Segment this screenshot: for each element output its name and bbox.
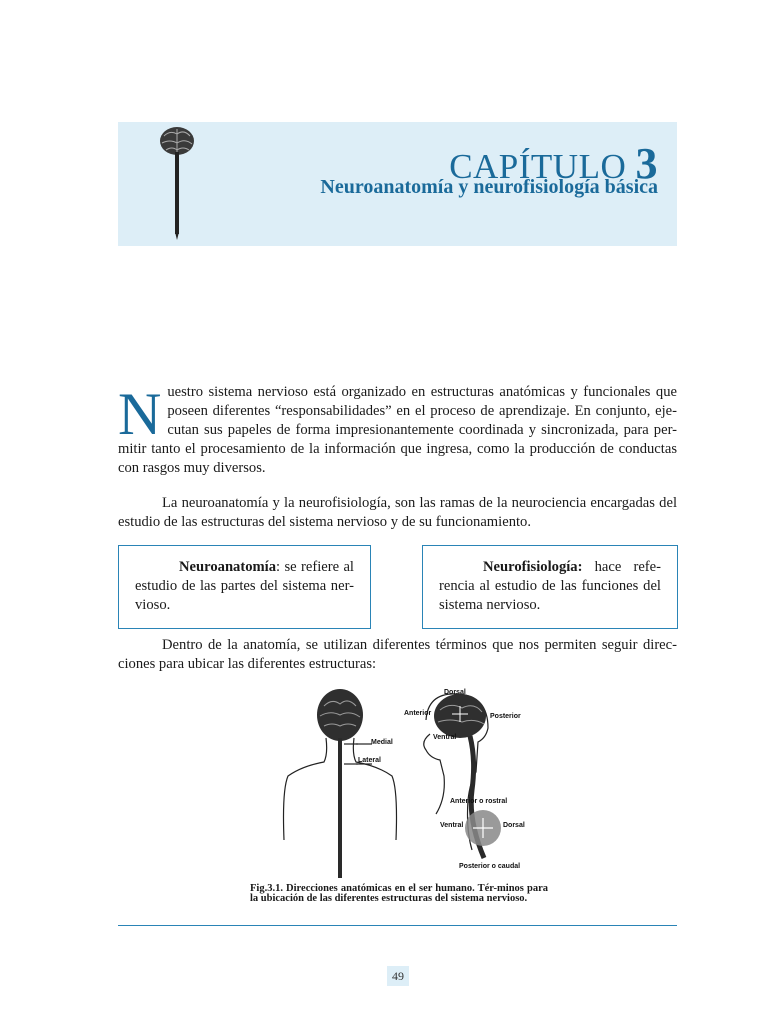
anatomical-directions-figure [240,680,556,880]
body-paragraph-branches: La neuroanatomía y la neurofisiología, son las ramas de la neurociencia encargadas del estudio de las estructuras del sistema nervioso y de su funcionamiento. [118,495,677,530]
chapter-label: CAPÍTULO [449,147,627,186]
intro-paragraph [118,383,677,478]
intro-text: uestro sistema nervioso está organizado en estructuras anatómicas y funcionales que poseen diferentes “responsabilidades” en el proceso de aprendizaje. En conjunto, eje-cutan sus papeles de forma impresionantemente coordinada y sincronizada, para per-mitir tanto el procesamiento de la información que ingresa, como la producción de conductas con rasgos muy diversos. [118,384,677,476]
definition-term: Neurofisiología: [483,559,583,575]
footer-divider [118,925,677,926]
definition-box-neurophysiology [422,545,678,629]
label-lateral: Lateral [358,757,381,764]
brain-spinal-cord-icon [156,124,198,244]
label-anterior-rostral: Anterior o rostral [450,798,508,805]
chapter-number: 3 [635,139,658,188]
label-dorsal-bottom: Dorsal [503,822,525,829]
definition-text: : se refiere al estudio de las partes del sistema ner-vioso. [135,559,354,613]
label-ventral-top: Ventral [433,734,457,741]
page-number: 49 [387,966,409,986]
label-posterior-caudal: Posterior o caudal [459,863,521,870]
label-posterior: Posterior [490,713,521,720]
definition-text: hace refe-rencia al estudio de las funciones del sistema nervioso. [439,559,661,613]
label-ventral-bottom: Ventral [440,822,464,829]
definition-box-neuroanatomy [118,545,371,629]
label-dorsal-top: Dorsal [444,689,466,696]
body-paragraph-directions: Dentro de la anatomía, se utilizan diferentes términos que nos permiten seguir direc-ciones para ubicar las diferentes estructuras: [118,637,677,672]
label-anterior-top: Anterior [404,710,432,717]
back-view-illustration [284,689,397,878]
label-medial: Medial [371,739,393,746]
chapter-title: Neuroanatomía y neurofisiología básica [320,176,658,198]
drop-cap: N [118,381,162,447]
definition-term: Neuroanatomía [179,559,277,575]
figure-caption: Fig.3.1. Direcciones anatómicas en el ser humano. Tér-minos para la ubicación de las diferentes estructuras del sistema nervioso. [250,883,548,904]
